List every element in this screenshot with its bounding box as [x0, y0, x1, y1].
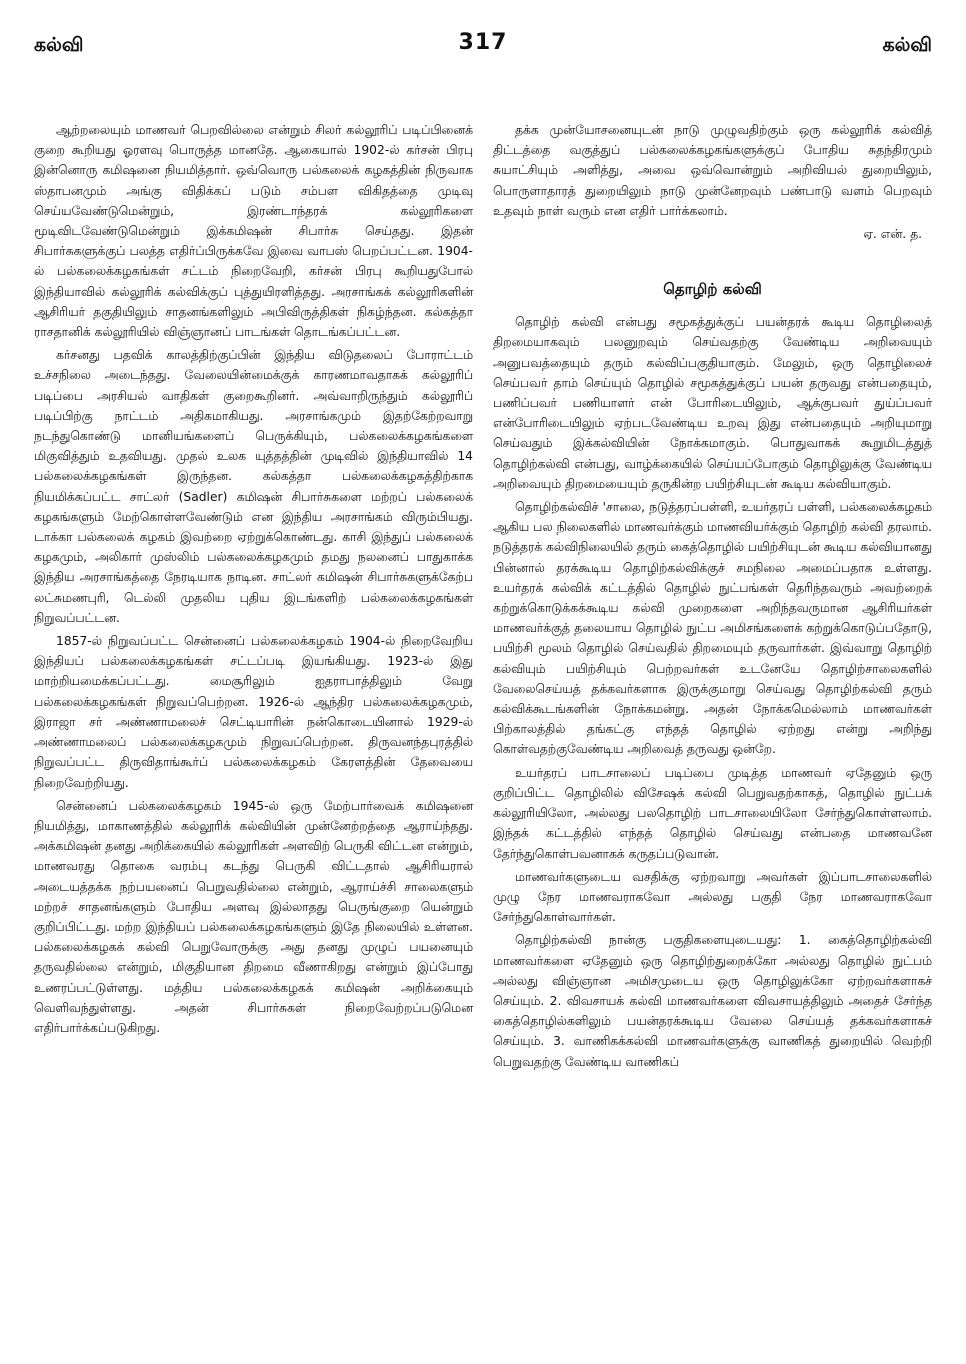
author-initials: ஏ. என். த.: [863, 227, 922, 242]
paragraph: சென்னைப் பல்கலைக்கழகம் 1945-ல் ஒரு மேற்பார்வைக் கமிஷனை நியமித்து, மாகாணத்தில் கல்லூரிக் கல்வியின் முன்னேற்றத்தை ஆராய்ந்தது. அக்கமிஷன் தனது அறிக்கையில் கல்லூரிகள் அளவிற் பெருகி விட்டன என்றும், மாணவரது தொகை வரம்பு கடந்து பெருகி விட்டதால் ஆசிரியரால் அடையத்தக்க நற்பயனைப் பெறுவதில்லை என்றும், ஆராய்ச்சி சாலைகளும் மற்றச் சாதனங்களும் போதிய அளவு இல்லாதது பெருங்குறை யென்றும் குறிப்பிட்டது. மற்ற இந்தியப் பல்கலைக்கழகங்களும் இதே நிலையில் உள்ளன. பல்கலைக்கழகக் கல்வி பெறுவோருக்கு அது தனது முழுப் பயனையும் தருவதில்லை என்றும், மிகுதியான திறமை வீணாகிறது என்றும் இப்போது உணரப்பட்டுள்ளது. மத்திய பல்கலைக்கழகக் கமிஷன் அறிக்கையும் வெளிவந்துள்ளது. அதன் சிபார்சுகள் நிறைவேற்றப்படுமென எதிர்பார்க்கப்படுகிறது.: [34, 798, 473, 1035]
paragraph: தொழிற்கல்வி நான்கு பகுதிகளையுடையது: 1. கைத்தொழிற்கல்வி மாணவர்களை ஏதேனும் ஒரு தொழிற்துறைக்கோ அல்லது தொழில் நுட்பம் அல்லது விஞ்ஞான அமிசமுடைய ஒரு தொழிலுக்கோ ஏற்றவர்களாகச் செய்யும். 2. விவசாயக் கல்வி மாணவர்களை விவசாயத்திலும் அதைச் சேர்ந்த கைத்தொழில்களிலும் பயன்தரக்கூடிய வேலை செய்யத் தக்கவர்களாகச் செய்யும். 3. வாணிகக்கல்வி மாணவர்களுக்கு வாணிகத் துறையில் வெற்றி பெறுவதற்கு வேண்டிய வாணிகப்: [493, 933, 932, 1069]
page-header: [34, 30, 932, 70]
paragraph: மாணவர்களுடைய வசதிக்கு ஏற்றவாறு அவர்கள் இப்பாடசாலைகளில் முழு நேர மாணவராகவோ அல்லது பகுதி நேர மாணவராகவோ சேர்ந்துகொள்வார்கள்.: [493, 869, 932, 925]
section-heading: தொழிற் கல்வி: [663, 280, 762, 299]
page-number: 317: [458, 30, 508, 55]
running-title-right: கல்வி: [882, 34, 932, 56]
paragraph: ஆற்றலையும் மாணவர் பெறவில்லை என்றும் சிலர் கல்லூரிப் படிப்பினைக் குறை கூறியது ஓரளவு பொருத்த மானதே. ஆகையால் 1902-ல் கர்சன் பிரபு இன்னொரு கமிஷனை நியமித்தார். ஒவ்வொரு பல்கலைக் கழகத்தின் நிருவாக ஸ்தாபனமும் அங்கு விதிக்கப் படும் சம்பள விகிதத்தை முடிவு செய்யவேண்டுமென்றும், இரண்டாந்தரக் கல்லூரிகளை மூடிவிடவேண்டுமென்றும் இக்கமிஷன் சிபார்சு செய்தது. இதன் சிபார்சுகளுக்குப் பலத்த எதிர்ப்பிருக்கவே இவை வாபஸ் பெறப்பட்டன. 1904-ல் பல்கலைக்கழகங்கள் சட்டம் நிறைவேறி, கர்சன் பிரபு கூறியதுபோல் இந்தியாவில் கல்லூரிக் கல்விக்குப் புத்துயிரளித்தது. அரசாங்கக் கல்லூரிகளின் ஆசிரியர் தகுதியிலும் சாதனங்களிலும் அபிவிருத்திகள் நிகழ்ந்தன. கல்கத்தா ராசதானிக் கல்லூரியில் விஞ்ஞானப் பாடங்கள் தொடங்கப்பட்டன.: [34, 123, 473, 340]
text-columns: [34, 120, 932, 1075]
paragraph: கர்சனது பதவிக் காலத்திற்குப்பின் இந்திய விடுதலைப் போராட்டம் உச்சநிலை அடைந்தது. வேலையின்மைக்குக் காரணமாவதாகக் கல்லூரிப் படிப்பை அரசியல் வாதிகள் குறைகூறினர். அவ்வாறிருந்தும் கல்லூரிப் படிப்பிற்கு நாட்டம் அதிகமாகியது. அரசாங்கமும் இதற்கேற்றவாறு நடந்துகொண்டு மானியங்களைப் பெருக்கியும், பல்கலைக்கழகங்களை மிகுவித்தும் உதவியது. முதல் உலக யுத்தத்தின் முடிவில் இந்தியாவில் 14 பல்கலைக்கழகங்கள் இருந்தன. கல்கத்தா பல்கலைக்கழகத்திற்காக நியமிக்கப்பட்ட சாட்லர் (Sadler) கமிஷன் சிபார்சுகளை மற்றப் பல்கலைக் கழகங்களும் மேற்கொள்ளவேண்டும் என இந்திய அரசாங்கம் விரும்பியது. டாக்கா பல்கலைக் கழகம் இவற்றை ஏற்றுக்கொண்டது. காசி இந்துப் பல்கலைக் கழகமும், அலிகார் முஸ்லிம் பல்கலைக்கழகமும் தமது நலனைப் பாதுகாக்க இந்திய அரசாங்கத்தை நேரடியாக நாடின. சாட்லர் கமிஷன் சிபார்சுகளுக்கேற்ப லட்சுமணபுரி, டெல்லி முதலிய புதிய இடங்களிற் பல்கலைக்கழகங்கள் நிறுவப்பட்டன.: [34, 348, 473, 625]
running-title-left: கல்வி: [34, 34, 84, 56]
paragraph: தக்க முன்யோசனையுடன் நாடு முழுவதிற்கும் ஒரு கல்லூரிக் கல்வித் திட்டத்தை வகுத்துப் பல்கலைக்கழகங்களுக்குப் போதிய சுதந்திரமும் சுயாட்சியும் அளித்து, அவை ஒவ்வொன்றும் அறிவியல் துறையிலும், பொருளாதாரத் துறையிலும் நாடு முன்னேறவும் பண்பாடு வளம் பெறவும் உதவும் நாள் வரும் என எதிர் பார்க்கலாம்.: [493, 123, 932, 218]
paragraph: தொழிற்கல்விச் 'சாலை, நடுத்தரப்பள்ளி, உயர்தரப் பள்ளி, பல்கலைக்கழகம் ஆகிய பல நிலைகளில் மாணவர்க்கும் மாணவியர்க்கும் தொழிற் கல்வி தரலாம். நடுத்தரக் கல்விநிலையில் தரும் கைத்தொழில் பயிற்சியுடன் கூடிய கல்வியானது பின்னால் தரக்கூடிய தொழிற்கல்விக்குச் சமநிலை அமைப்பதாக உள்ளது. உயர்தரக் கல்விக் கட்டத்தில் தொழில் நுட்பங்கள் தெரிந்தவரும் அவற்றைக் கற்றுக்கொடுக்கக்கூடிய கல்வி முறைகளை அறிந்தவருமான ஆசிரியர்கள் மாணவர்க்குத் தலையாய தொழில் நுட்ப அமிசங்களைக் கற்றுக்கொடுப்பதோடு, பயிற்சி மூலம் தொழில் செய்வதில் திறமையும் தருவார்கள். இவ்வாறு தொழிற் கல்வியும் பயிற்சியும் பெற்றவர்கள் உடனேயே தொழிற்சாலைகளில் வேலைசெய்யத் தக்கவர்களாக இருக்குமாறு செய்வது தொழிற்கல்வி தரும் கல்விக்கூடங்களின் நோக்கமன்று. அதன் நோக்கமெல்லாம் மாணவர்கள் பிற்காலத்தில் தங்கட்கு எந்தத் தொழில் ஏற்றது என்று அறிந்து கொள்வதற்குவேண்டிய அறிவைத் தருவது ஒன்றே.: [493, 500, 932, 757]
left-column: [34, 120, 473, 1075]
paragraph: 1857-ல் நிறுவப்பட்ட சென்னைப் பல்கலைக்கழகம் 1904-ல் நிறைவேறிய இந்தியப் பல்கலைக்கழகங்கள் சட்டப்படி இயங்கியது. 1923-ல் இது மாற்றியமைக்கப்பட்டது. மைசூரிலும் ஐதராபாத்திலும் வேறு பல்கலைக்கழகங்கள் நிறுவப்பெற்றன. 1926-ல் ஆந்திர பல்கலைக்கழகமும், இராஜா சர் அண்ணாமலைச் செட்டியாரின் நன்கொடையினால் 1929-ல் அண்ணாமலைப் பல்கலைக்கழகமும் நிறுவப்பெற்றன. திருவனந்தபுரத்தில் நிறுவப்பட்ட திருவிதாங்கூர்ப் பல்கலைக்கழகம் கேரளத்தின் தேவையை நிறைவேற்றியது.: [34, 634, 473, 790]
paragraph: தொழிற் கல்வி என்பது சமூகத்துக்குப் பயன்தரக் கூடிய தொழிலைத் திறமையாகவும் பலனுறவும் செய்வதற்கு வேண்டிய அறிவையும் அனுபவத்தையும் தரும் கல்விப்பகுதியாகும். மேலும், ஒரு தொழிலைச் செய்பவர் தாம் செய்யும் தொழில் சமூகத்துக்குப் பயன் தருவது என்பதையும், பணிப்பவர் பணியாளர் என் போரிடையிலும், ஆக்குபவர் துய்ப்பவர் என்போரிடையிலும் ஏற்படவேண்டிய உறவு இது என்பதையும் அறியுமாறு செய்வதும் இக்கல்வியின் நோக்கமாகும். பொதுவாகக் கூறுமிடத்துத் தொழிற்கல்வி என்பது, வாழ்க்கையில் செய்யப்போகும் தொழிலுக்கு வேண்டிய அறிவையும் திறமையையும் தருகின்ற பயிற்சியுடன் கூடிய கல்வியாகும்.: [493, 315, 932, 491]
right-column: [493, 120, 932, 1075]
paragraph: உயர்தரப் பாடசாலைப் படிப்பை முடித்த மாணவர் ஏதேனும் ஒரு குறிப்பிட்ட தொழிலில் விசேஷக் கல்வி பெறுவதற்காகத், தொழில் நுட்பக் கல்லூரியிலோ, அல்லது பலதொழிற் பாடசாலையிலோ சேர்ந்துகொள்ளலாம். இந்தக் கட்டத்தில் எந்தத் தொழில் செய்வது என்பதை மாணவனே தேர்ந்துகொள்பவனாகக் கருதப்படுவான்.: [493, 765, 932, 861]
